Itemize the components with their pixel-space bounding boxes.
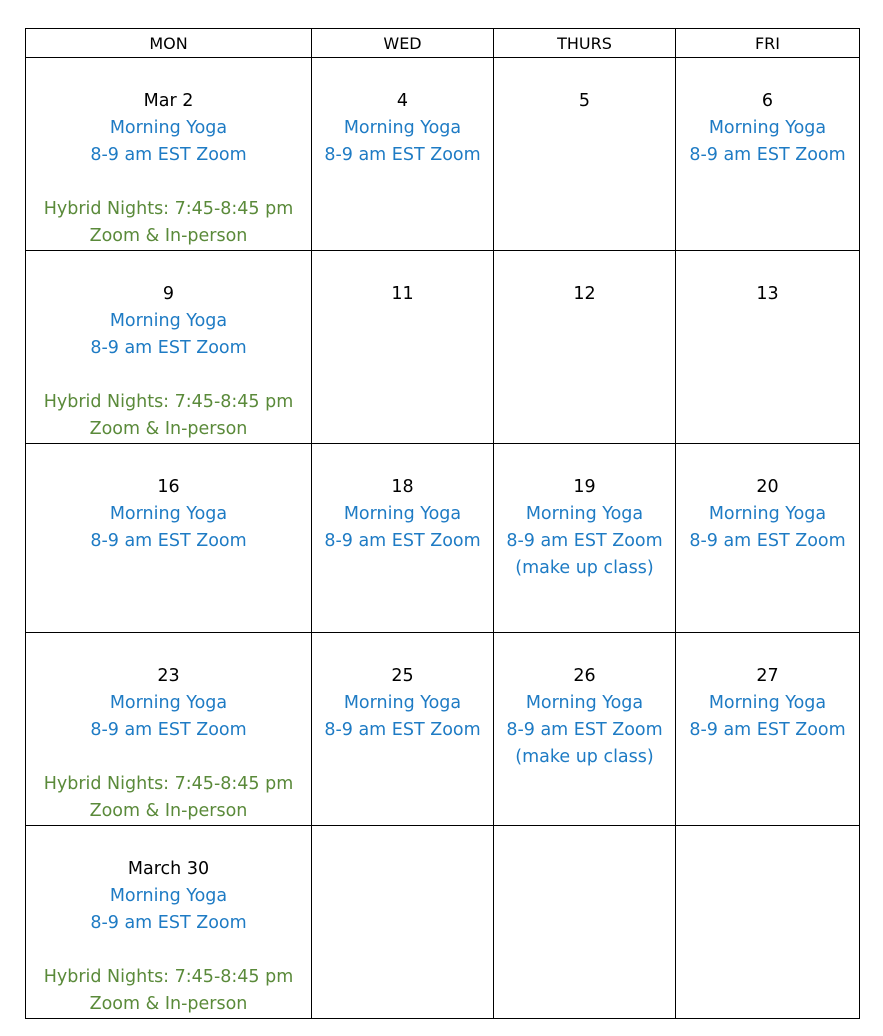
event-line: Zoom & In-person [89,226,248,246]
morning-yoga-event [676,690,859,744]
event-line: Morning Yoga [708,118,827,138]
day-cell-thurs [494,58,676,251]
header-fri: FRI [676,29,860,58]
day-number: 16 [157,477,180,497]
calendar-body [26,58,860,1019]
event-line: Morning Yoga [525,693,644,713]
morning-yoga-event [26,115,311,169]
day-cell-content [312,251,493,308]
day-cell-content [312,58,493,169]
event-line: 8-9 am EST Zoom [324,531,481,551]
day-cell-content [26,633,311,825]
day-cell-thurs [494,251,676,444]
day-cell-content [494,444,675,582]
event-line: Zoom & In-person [89,994,248,1014]
event-line: 8-9 am EST Zoom [689,720,846,740]
event-line: Morning Yoga [343,504,462,524]
day-cell-fri [676,251,860,444]
event-line: Morning Yoga [525,504,644,524]
day-cell-wed [312,633,494,826]
event-line: 8-9 am EST Zoom [324,145,481,165]
event-line: 8-9 am EST Zoom [90,145,247,165]
day-cell-content [26,444,311,555]
day-cell-content [26,826,311,1018]
day-cell-content [312,633,493,744]
morning-yoga-event [676,501,859,555]
week-row [26,251,860,444]
event-line: 8-9 am EST Zoom [506,720,663,740]
schedule-calendar-table [25,28,860,1019]
day-cell-content [26,251,311,443]
week-row [26,444,860,633]
morning-yoga-event [26,501,311,555]
day-cell-wed [312,251,494,444]
event-line: Morning Yoga [343,693,462,713]
event-line: (make up class) [515,747,654,767]
event-line: Morning Yoga [109,504,228,524]
header-wed: WED [312,29,494,58]
day-number: 12 [573,284,596,304]
event-line: 8-9 am EST Zoom [689,145,846,165]
event-line: 8-9 am EST Zoom [324,720,481,740]
day-cell-wed [312,444,494,633]
event-line: 8-9 am EST Zoom [689,531,846,551]
event-line: Morning Yoga [708,693,827,713]
event-line: 8-9 am EST Zoom [90,720,247,740]
header-thurs: THURS [494,29,676,58]
day-cell-mon [26,633,312,826]
day-number: 23 [157,666,180,686]
day-cell-content [676,251,859,308]
day-cell-mon [26,58,312,251]
event-line: Hybrid Nights: 7:45-8:45 pm [43,774,294,794]
morning-yoga-event [676,115,859,169]
hybrid-nights-event [26,771,311,825]
event-line: Morning Yoga [109,118,228,138]
day-cell-thurs [494,633,676,826]
event-line: Morning Yoga [708,504,827,524]
day-number: 25 [391,666,414,686]
morning-yoga-event [494,690,675,771]
day-cell-content [676,444,859,555]
event-line: 8-9 am EST Zoom [90,531,247,551]
day-cell-mon [26,826,312,1019]
day-cell-content [676,633,859,744]
hybrid-nights-event [26,964,311,1018]
day-number: 27 [756,666,779,686]
morning-yoga-event [26,690,311,744]
morning-yoga-event [312,501,493,555]
day-number: 5 [578,91,591,111]
day-number: 13 [756,284,779,304]
event-line: Hybrid Nights: 7:45-8:45 pm [43,199,294,219]
day-cell-content [494,251,675,308]
day-number: 6 [761,91,774,111]
day-cell-content [312,444,493,555]
week-row [26,826,860,1019]
header-mon: MON [26,29,312,58]
event-line: Morning Yoga [109,311,228,331]
day-number: 4 [396,91,409,111]
hybrid-nights-event [26,389,311,443]
day-number: 20 [756,477,779,497]
day-number: 19 [573,477,596,497]
event-line: Morning Yoga [109,693,228,713]
day-number: 11 [391,284,414,304]
day-cell-mon [26,251,312,444]
day-number: 9 [162,284,175,304]
event-line: Zoom & In-person [89,801,248,821]
day-cell-thurs [494,826,676,1019]
week-row [26,633,860,826]
event-line: (make up class) [515,558,654,578]
header-row [26,29,860,58]
event-line: Morning Yoga [109,886,228,906]
day-number: March 30 [127,859,210,879]
day-cell-content [494,58,675,115]
day-number: 18 [391,477,414,497]
day-number: 26 [573,666,596,686]
morning-yoga-event [312,115,493,169]
event-line: 8-9 am EST Zoom [90,338,247,358]
day-cell-content [676,826,859,856]
day-cell-fri [676,633,860,826]
day-cell-fri [676,826,860,1019]
day-cell-fri [676,58,860,251]
event-line: Morning Yoga [343,118,462,138]
event-line: 8-9 am EST Zoom [90,913,247,933]
week-row [26,58,860,251]
day-cell-mon [26,444,312,633]
day-cell-wed [312,826,494,1019]
morning-yoga-event [312,690,493,744]
day-cell-content [26,58,311,250]
morning-yoga-event [494,501,675,582]
day-cell-content [494,826,675,856]
hybrid-nights-event [26,196,311,250]
day-cell-content [676,58,859,169]
event-line: Zoom & In-person [89,419,248,439]
event-line: Hybrid Nights: 7:45-8:45 pm [43,392,294,412]
day-number: Mar 2 [143,91,194,111]
morning-yoga-event [26,308,311,362]
morning-yoga-event [26,883,311,937]
day-cell-thurs [494,444,676,633]
day-cell-content [312,826,493,856]
day-cell-wed [312,58,494,251]
day-cell-content [494,633,675,771]
event-line: 8-9 am EST Zoom [506,531,663,551]
event-line: Hybrid Nights: 7:45-8:45 pm [43,967,294,987]
day-cell-fri [676,444,860,633]
